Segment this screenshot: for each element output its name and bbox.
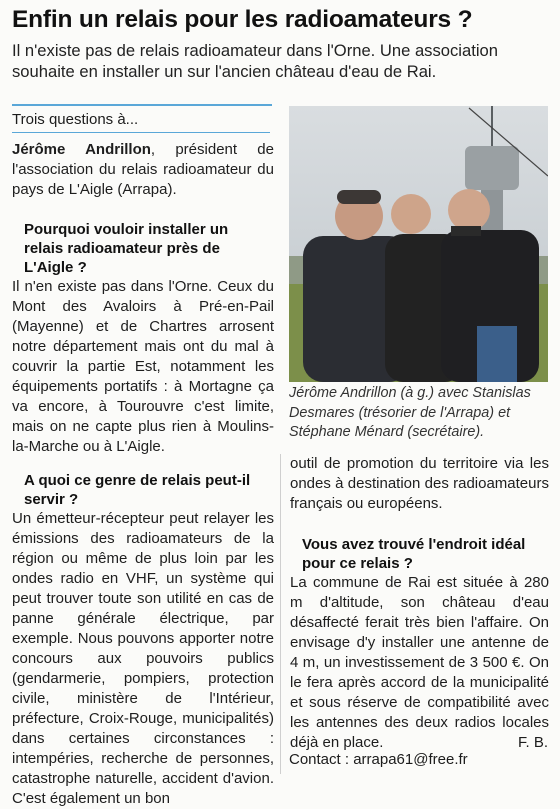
intro xyxy=(12,140,274,200)
right-column xyxy=(290,454,549,753)
answer-3: La commune de Rai est située à 280 m d'altitude, son château d'eau désaffecté ferait très bien l'affaire. On envisage d'y installer une antenne de 4 m, un investissement de 3 500 €. On le fera après accord de la municipalité et sous réserve de compatibilité avec les antennes des deux radios locales déjà en place. xyxy=(290,574,549,751)
question-3: Vous avez trouvé l'endroit idéal pour ce relais ? xyxy=(302,536,526,572)
contact-email[interactable]: Contact : arrapa61@free.fr xyxy=(289,751,468,768)
author-signature: F. B. xyxy=(517,734,548,751)
intro-name: Jérôme Andrillon xyxy=(12,141,151,158)
kicker-rule xyxy=(12,132,270,133)
article-photo xyxy=(289,106,548,382)
answer-1: Il n'en existe pas dans l'Orne. Ceux du Mont des Avaloirs à Pré-en-Pail (Mayenne) et de Chartres arrosent notre département mais ont du mal à couvrir la partie Est, notamment les équipements portatifs : à Mortagne ça va encore, à Tourouvre c'est limite, mais on ne capte plus rien à Moulins-la-Marche ou à L'Aigle. xyxy=(12,278,274,455)
question-1: Pourquoi vouloir installer un relais radioamateur près de L'Aigle ? xyxy=(24,221,229,276)
article-lead: Il n'existe pas de relais radioamateur dans l'Orne. Une association souhaite en installer un sur l'ancien château d'eau de Rai. xyxy=(12,41,498,81)
intro-text: , président de l'association du relais radioamateur du pays de L'Aigle (Arrapa). xyxy=(12,141,274,198)
answer-2-continued: outil de promotion du territoire via les ondes à destination des radioamateurs français ou européens. xyxy=(290,455,549,512)
kicker: Trois questions à... xyxy=(12,111,139,128)
question-2: A quoi ce genre de relais peut-il servir ? xyxy=(24,472,251,508)
column-divider xyxy=(280,454,281,774)
kicker-top-rule xyxy=(12,104,272,106)
left-column xyxy=(12,140,274,809)
answer-2: Un émetteur-récepteur peut relayer les émissions des radioamateurs de la région ou même de plus loin par les ondes radio en VHF, un système qui peut trouver toute son utilité en cas de panne générale électrique, par exemple. Nous pouvons apporter notre concours aux pouvoirs publics (gendarmerie, pompiers, protection civile, ministère de l'Intérieur, préfecture, Croix-Rouge, municipalités) dans certaines circonstances : intempéries, recherche de personnes, catastrophe naturelle, accident d'avion. C'est également un bon xyxy=(12,510,274,807)
photo-caption: Jérôme Andrillon (à g.) avec Stanislas Desmares (trésorier de l'Arrapa) et Stéphane Ménard (secrétaire). xyxy=(289,385,531,440)
article-title: Enfin un relais pour les radioamateurs ? xyxy=(12,6,473,33)
photo-illustration xyxy=(289,106,548,382)
